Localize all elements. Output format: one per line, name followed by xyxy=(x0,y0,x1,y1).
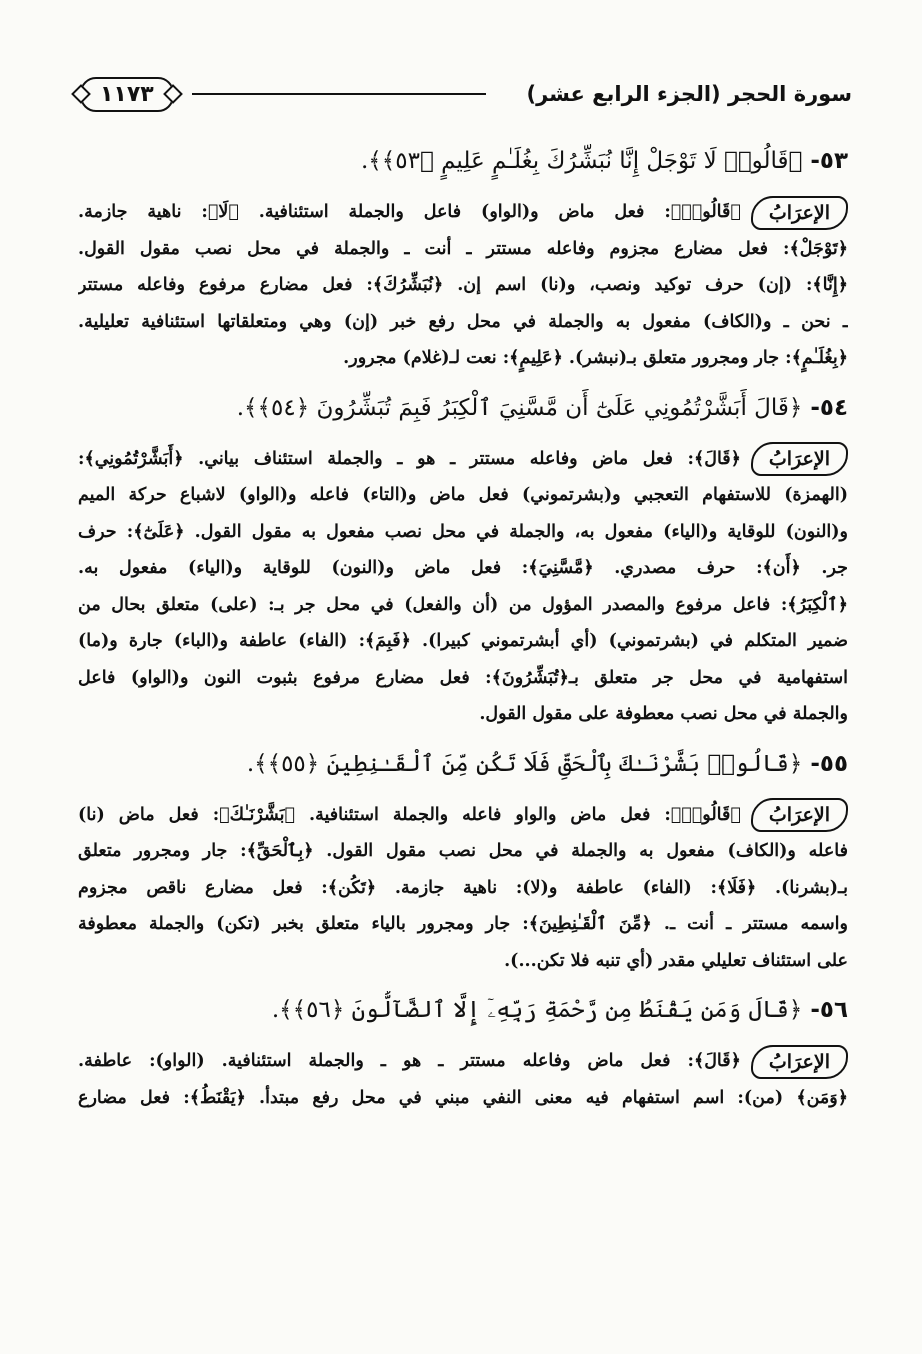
irab-53 xyxy=(78,194,848,377)
irab-line: استفهامية في محل جر متعلق بـ﴿تُبَشِّرُونَ﴾: فعل مضارع مرفوع بثبوت النون و(الواو) فاعل xyxy=(78,667,848,688)
irab-line: ﴿بِغُلَـٰمٍ﴾: جار ومجرور متعلق بـ(نبشر). ﴿عَلِيمٍ﴾: نعت لـ(غلام) مجرور. xyxy=(343,348,848,368)
page-header xyxy=(80,66,852,122)
irab-line: ـ نحن ـ و(الكاف) مفعول به والجملة في محل رفع خبر (إن) وهي ومتعلقاتها استئنافية تعليلية. xyxy=(78,311,848,332)
header-rule xyxy=(192,93,487,95)
irab-line: و(النون) للوقاية و(الياء) مفعول به، والجملة في محل نصب مفعول به مقول القول. ﴿عَلَىٰٓ﴾: حرف xyxy=(78,521,848,542)
irab-54 xyxy=(78,441,848,733)
irab-line: ﴿إِنَّا﴾: (إن) حرف توكيد ونصب، و(نا) اسم إن. ﴿نُبَشِّرُكَ﴾: فعل مضارع مرفوع وفاعله مستتر xyxy=(78,275,848,295)
irab-line: ﴿قَالَ﴾: فعل ماض وفاعله مستتر ـ هو ـ والجملة استئناف بياني. ﴿أَبَشَّرْتُمُونِي﴾: xyxy=(78,448,741,469)
irab-badge: الإعرَابُ xyxy=(751,196,848,230)
irab-line: (الهمزة) للاستفهام التعجبي و(بشرتموني) فعل ماض و(التاء) فاعله و(الواو) لاشباع حركة الميم xyxy=(78,485,848,505)
irab-line: ﴿ٱلْكِبَرُ﴾: فاعل مرفوع والمصدر المؤول من (أن والفعل) في محل جر بـ: (على) متعلق بحال من xyxy=(78,594,848,615)
verse-53 xyxy=(78,142,848,180)
verse-54 xyxy=(78,389,848,427)
irab-line: ﴿وَمَن﴾ (من): اسم استفهام فيه معنى النفي مبني في محل رفع مبتدأ. ﴿يَقْنَطُ﴾: فعل مضارع xyxy=(78,1087,848,1108)
verse-text: ﴿قَالَ أَبَشَّرْتُمُونِي عَلَىٰٓ أَن مَّسَّنِيَ ٱلْكِبَرُ فَبِمَ تُبَشِّرُونَ ﴿٥٤﴾﴾. xyxy=(236,394,803,421)
irab-badge: الإعرَابُ xyxy=(751,798,848,832)
irab-line: على استئناف تعليلي مقدر (أي تنبه فلا تكن...). xyxy=(504,950,848,971)
verse-55 xyxy=(78,745,848,783)
verse-number: ٥٣- xyxy=(810,148,848,174)
irab-55 xyxy=(78,797,848,980)
irab-line: جر. ﴿أَن﴾: حرف مصدري. ﴿مَّسَّنِيَ﴾: فعل ماض و(النون) للوقاية و(الياء) مفعول به. xyxy=(78,558,848,578)
irab-line: ﴿قَالَ﴾: فعل ماض وفاعله مستتر ـ هو ـ والجملة استئنافية. (الواو): عاطفة. xyxy=(78,1051,741,1071)
verse-text: ﴿قَالُوا۟ لَا تَوْجَلْ إِنَّا نُبَشِّرُكَ بِغُلَـٰمٍ عَلِيمٍ ﴿٥٣﴾﴾. xyxy=(361,148,803,174)
verse-text: ﴿قَالُوا۟ بَشَّرْنَـٰكَ بِٱلْحَقِّ فَلَا تَكُن مِّنَ ٱلْقَـٰنِطِينَ ﴿٥٥﴾﴾. xyxy=(246,750,803,777)
irab-line: واسمه مستتر ـ أنت ـ. ﴿مِّنَ ٱلْقَـٰنِطِينَ﴾: جار ومجرور بالياء متعلق بخبر (تكن) والجملة معطوفة xyxy=(78,914,848,934)
verse-text: ﴿قَالَ وَمَن يَقْنَطُ مِن رَّحْمَةِ رَبِّهِۦٓ إِلَّا ٱلضَّآلُّونَ ﴿٥٦﴾﴾. xyxy=(271,997,803,1023)
irab-line: ﴿قَالُوا۟﴾: فعل ماض والواو فاعله والجملة استئنافية. ﴿بَشَّرْنَـٰكَ﴾: فعل ماض (نا) xyxy=(78,804,741,825)
verse-number: ٥٤- xyxy=(810,394,848,421)
irab-line: ضمير المتكلم في (بشرتموني) (أي أبشرتموني كبيرا). ﴿فَبِمَ﴾: (الفاء) عاطفة و(الباء) جارة و(ما) xyxy=(78,631,848,651)
verse-number: ٥٦- xyxy=(810,997,848,1023)
verse-56 xyxy=(78,991,848,1029)
irab-line: ﴿تَوْجَلْ﴾: فعل مضارع مجزوم وفاعله مستتر ـ أنت ـ والجملة في محل نصب مقول القول. xyxy=(78,238,848,259)
verse-number: ٥٥- xyxy=(810,750,848,777)
running-title: سورة الحجر (الجزء الرابع عشر) xyxy=(526,82,852,106)
irab-line: ﴿قَالُوا۟﴾: فعل ماض و(الواو) فاعل والجملة استئنافية. ﴿لَا﴾: ناهية جازمة. xyxy=(78,202,741,222)
irab-line: والجملة في محل نصب معطوفة على مقول القول. xyxy=(479,704,848,724)
irab-line: بـ(بشرنا). ﴿فَلَا﴾: (الفاء) عاطفة و(لا): ناهية جازمة. ﴿تَكُن﴾: فعل مضارع ناقص مجزوم xyxy=(78,877,848,898)
page-number: ١١٧٣ xyxy=(80,77,174,112)
irab-56 xyxy=(78,1043,848,1116)
irab-badge: الإعرَابُ xyxy=(751,1045,848,1079)
page-content xyxy=(78,142,848,1128)
irab-line: فاعله و(الكاف) مفعول به والجملة في محل نصب مقول القول. ﴿بِٱلْحَقِّ﴾: جار ومجرور متعلق xyxy=(78,841,848,861)
irab-badge: الإعرَابُ xyxy=(751,442,848,476)
